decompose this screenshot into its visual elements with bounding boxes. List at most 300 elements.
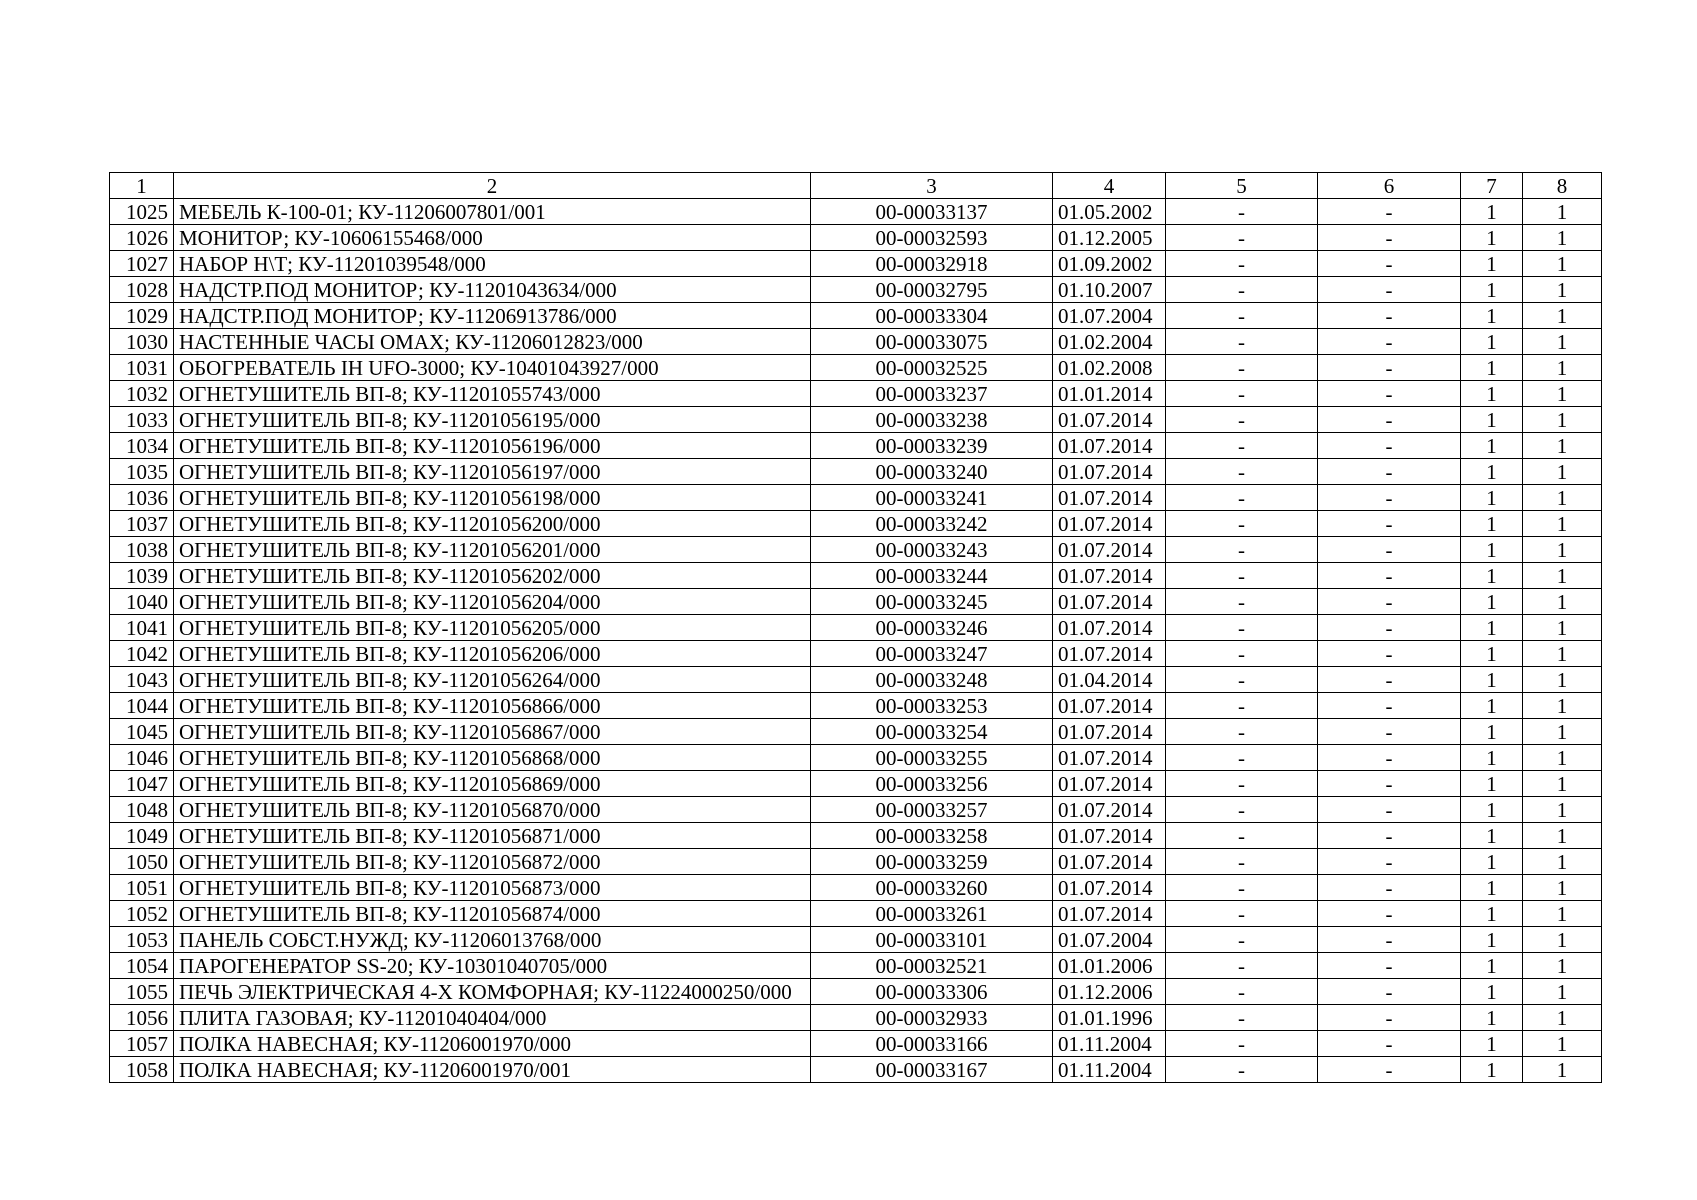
table-row (110, 277, 1602, 303)
cell-inventory-number: 00-00033257 (811, 797, 1053, 823)
cell-inventory-number: 00-00033258 (811, 823, 1053, 849)
cell-col-7: 1 (1461, 979, 1523, 1005)
cell-col-7: 1 (1461, 745, 1523, 771)
cell-col-8: 1 (1523, 251, 1602, 277)
cell-inventory-number: 00-00032521 (811, 953, 1053, 979)
table-row (110, 329, 1602, 355)
cell-inventory-number: 00-00033256 (811, 771, 1053, 797)
table-row (110, 537, 1602, 563)
cell-col-5: - (1166, 875, 1318, 901)
cell-date: 01.07.2014 (1053, 823, 1166, 849)
cell-item-name: НАДСТР.ПОД МОНИТОР; КУ-11201043634/000 (174, 277, 811, 303)
cell-col-8: 1 (1523, 745, 1602, 771)
cell-col-6: - (1318, 225, 1461, 251)
cell-inventory-number: 00-00033167 (811, 1057, 1053, 1083)
cell-item-name: ОГНЕТУШИТЕЛЬ ВП-8; КУ-11201056868/000 (174, 745, 811, 771)
cell-col-7: 1 (1461, 485, 1523, 511)
cell-date: 01.07.2014 (1053, 745, 1166, 771)
cell-row-number: 1049 (110, 823, 174, 849)
cell-inventory-number: 00-00033260 (811, 875, 1053, 901)
cell-row-number: 1036 (110, 485, 174, 511)
cell-item-name: ОГНЕТУШИТЕЛЬ ВП-8; КУ-11201056196/000 (174, 433, 811, 459)
cell-col-8: 1 (1523, 563, 1602, 589)
cell-col-5: - (1166, 459, 1318, 485)
column-header: 2 (174, 173, 811, 199)
cell-col-6: - (1318, 303, 1461, 329)
cell-col-5: - (1166, 771, 1318, 797)
cell-col-7: 1 (1461, 771, 1523, 797)
cell-item-name: ПАРОГЕНЕРАТОР SS-20; КУ-10301040705/000 (174, 953, 811, 979)
table-body (110, 173, 1602, 1083)
cell-col-7: 1 (1461, 901, 1523, 927)
cell-col-6: - (1318, 381, 1461, 407)
cell-col-8: 1 (1523, 823, 1602, 849)
table-row (110, 511, 1602, 537)
cell-inventory-number: 00-00032933 (811, 1005, 1053, 1031)
cell-item-name: ОГНЕТУШИТЕЛЬ ВП-8; КУ-11201056866/000 (174, 693, 811, 719)
cell-col-5: - (1166, 719, 1318, 745)
cell-col-7: 1 (1461, 667, 1523, 693)
cell-col-5: - (1166, 1005, 1318, 1031)
cell-col-6: - (1318, 901, 1461, 927)
cell-col-6: - (1318, 849, 1461, 875)
cell-row-number: 1029 (110, 303, 174, 329)
table-row (110, 615, 1602, 641)
cell-col-8: 1 (1523, 641, 1602, 667)
cell-col-5: - (1166, 407, 1318, 433)
table-row (110, 641, 1602, 667)
cell-date: 01.07.2014 (1053, 641, 1166, 667)
cell-col-7: 1 (1461, 875, 1523, 901)
cell-col-5: - (1166, 745, 1318, 771)
cell-col-7: 1 (1461, 953, 1523, 979)
table-row (110, 745, 1602, 771)
cell-col-8: 1 (1523, 199, 1602, 225)
cell-date: 01.07.2014 (1053, 901, 1166, 927)
cell-inventory-number: 00-00033166 (811, 1031, 1053, 1057)
cell-col-8: 1 (1523, 1057, 1602, 1083)
cell-item-name: ОГНЕТУШИТЕЛЬ ВП-8; КУ-11201056200/000 (174, 511, 811, 537)
cell-col-7: 1 (1461, 537, 1523, 563)
table-row (110, 251, 1602, 277)
cell-col-6: - (1318, 1031, 1461, 1057)
cell-row-number: 1041 (110, 615, 174, 641)
table-row (110, 459, 1602, 485)
cell-col-6: - (1318, 199, 1461, 225)
cell-col-6: - (1318, 251, 1461, 277)
cell-item-name: ОГНЕТУШИТЕЛЬ ВП-8; КУ-11201056872/000 (174, 849, 811, 875)
cell-col-5: - (1166, 589, 1318, 615)
cell-date: 01.01.2014 (1053, 381, 1166, 407)
cell-inventory-number: 00-00033248 (811, 667, 1053, 693)
cell-col-7: 1 (1461, 511, 1523, 537)
cell-date: 01.07.2014 (1053, 875, 1166, 901)
cell-date: 01.02.2008 (1053, 355, 1166, 381)
table-row (110, 355, 1602, 381)
table-row (110, 693, 1602, 719)
cell-col-5: - (1166, 381, 1318, 407)
cell-item-name: ПАНЕЛЬ СОБСТ.НУЖД; КУ-11206013768/000 (174, 927, 811, 953)
cell-inventory-number: 00-00033238 (811, 407, 1053, 433)
column-header: 5 (1166, 173, 1318, 199)
cell-item-name: ОГНЕТУШИТЕЛЬ ВП-8; КУ-11201056206/000 (174, 641, 811, 667)
cell-row-number: 1040 (110, 589, 174, 615)
cell-inventory-number: 00-00033255 (811, 745, 1053, 771)
cell-col-7: 1 (1461, 277, 1523, 303)
cell-item-name: ОГНЕТУШИТЕЛЬ ВП-8; КУ-11201056204/000 (174, 589, 811, 615)
cell-col-8: 1 (1523, 407, 1602, 433)
table-row (110, 433, 1602, 459)
cell-col-6: - (1318, 433, 1461, 459)
column-header: 7 (1461, 173, 1523, 199)
cell-inventory-number: 00-00033244 (811, 563, 1053, 589)
cell-col-6: - (1318, 771, 1461, 797)
cell-col-8: 1 (1523, 875, 1602, 901)
cell-col-5: - (1166, 693, 1318, 719)
cell-col-7: 1 (1461, 823, 1523, 849)
cell-col-8: 1 (1523, 355, 1602, 381)
cell-inventory-number: 00-00033237 (811, 381, 1053, 407)
cell-date: 01.07.2014 (1053, 407, 1166, 433)
cell-inventory-number: 00-00032525 (811, 355, 1053, 381)
cell-date: 01.07.2014 (1053, 537, 1166, 563)
cell-date: 01.07.2004 (1053, 303, 1166, 329)
table-row (110, 485, 1602, 511)
cell-date: 01.07.2004 (1053, 927, 1166, 953)
cell-col-8: 1 (1523, 1031, 1602, 1057)
cell-inventory-number: 00-00033241 (811, 485, 1053, 511)
column-header: 1 (110, 173, 174, 199)
cell-col-5: - (1166, 563, 1318, 589)
cell-col-5: - (1166, 927, 1318, 953)
cell-col-8: 1 (1523, 797, 1602, 823)
table-row (110, 927, 1602, 953)
cell-row-number: 1035 (110, 459, 174, 485)
cell-date: 01.07.2014 (1053, 771, 1166, 797)
cell-col-5: - (1166, 225, 1318, 251)
cell-col-6: - (1318, 641, 1461, 667)
cell-col-6: - (1318, 693, 1461, 719)
cell-col-6: - (1318, 1005, 1461, 1031)
cell-date: 01.02.2004 (1053, 329, 1166, 355)
cell-row-number: 1043 (110, 667, 174, 693)
cell-col-8: 1 (1523, 901, 1602, 927)
cell-col-8: 1 (1523, 953, 1602, 979)
table-row (110, 667, 1602, 693)
cell-inventory-number: 00-00033304 (811, 303, 1053, 329)
cell-item-name: ОГНЕТУШИТЕЛЬ ВП-8; КУ-11201056202/000 (174, 563, 811, 589)
cell-col-6: - (1318, 329, 1461, 355)
table-row (110, 849, 1602, 875)
cell-row-number: 1030 (110, 329, 174, 355)
cell-col-7: 1 (1461, 407, 1523, 433)
cell-date: 01.01.1996 (1053, 1005, 1166, 1031)
cell-date: 01.11.2004 (1053, 1057, 1166, 1083)
cell-item-name: МОНИТОР; КУ-10606155468/000 (174, 225, 811, 251)
cell-date: 01.07.2014 (1053, 693, 1166, 719)
cell-col-8: 1 (1523, 511, 1602, 537)
cell-inventory-number: 00-00033239 (811, 433, 1053, 459)
cell-col-7: 1 (1461, 355, 1523, 381)
cell-inventory-number: 00-00033075 (811, 329, 1053, 355)
cell-date: 01.07.2014 (1053, 797, 1166, 823)
cell-col-5: - (1166, 485, 1318, 511)
cell-item-name: ОБОГРЕВАТЕЛЬ IH UFO-3000; КУ-10401043927/000 (174, 355, 811, 381)
cell-row-number: 1026 (110, 225, 174, 251)
cell-item-name: НАДСТР.ПОД МОНИТОР; КУ-11206913786/000 (174, 303, 811, 329)
cell-col-6: - (1318, 615, 1461, 641)
cell-inventory-number: 00-00032918 (811, 251, 1053, 277)
cell-date: 01.07.2014 (1053, 511, 1166, 537)
cell-date: 01.12.2005 (1053, 225, 1166, 251)
cell-date: 01.12.2006 (1053, 979, 1166, 1005)
cell-col-6: - (1318, 1057, 1461, 1083)
cell-col-5: - (1166, 199, 1318, 225)
table-row (110, 589, 1602, 615)
cell-item-name: ПЛИТА ГАЗОВАЯ; КУ-11201040404/000 (174, 1005, 811, 1031)
cell-col-8: 1 (1523, 381, 1602, 407)
cell-col-6: - (1318, 563, 1461, 589)
table-row (110, 563, 1602, 589)
cell-inventory-number: 00-00033240 (811, 459, 1053, 485)
cell-inventory-number: 00-00033245 (811, 589, 1053, 615)
table-row (110, 875, 1602, 901)
cell-col-6: - (1318, 823, 1461, 849)
cell-item-name: ОГНЕТУШИТЕЛЬ ВП-8; КУ-11201056869/000 (174, 771, 811, 797)
cell-col-5: - (1166, 355, 1318, 381)
cell-col-7: 1 (1461, 381, 1523, 407)
cell-col-7: 1 (1461, 927, 1523, 953)
cell-col-5: - (1166, 303, 1318, 329)
cell-date: 01.09.2002 (1053, 251, 1166, 277)
cell-item-name: ОГНЕТУШИТЕЛЬ ВП-8; КУ-11201056264/000 (174, 667, 811, 693)
cell-col-8: 1 (1523, 771, 1602, 797)
cell-col-7: 1 (1461, 303, 1523, 329)
cell-col-5: - (1166, 953, 1318, 979)
cell-row-number: 1056 (110, 1005, 174, 1031)
cell-row-number: 1037 (110, 511, 174, 537)
cell-col-7: 1 (1461, 199, 1523, 225)
cell-row-number: 1027 (110, 251, 174, 277)
cell-col-6: - (1318, 537, 1461, 563)
cell-row-number: 1055 (110, 979, 174, 1005)
cell-col-8: 1 (1523, 589, 1602, 615)
cell-col-7: 1 (1461, 641, 1523, 667)
table-row (110, 953, 1602, 979)
cell-row-number: 1045 (110, 719, 174, 745)
cell-inventory-number: 00-00033259 (811, 849, 1053, 875)
cell-col-8: 1 (1523, 433, 1602, 459)
cell-col-8: 1 (1523, 849, 1602, 875)
cell-date: 01.05.2002 (1053, 199, 1166, 225)
cell-col-6: - (1318, 927, 1461, 953)
cell-col-8: 1 (1523, 1005, 1602, 1031)
cell-item-name: ОГНЕТУШИТЕЛЬ ВП-8; КУ-11201055743/000 (174, 381, 811, 407)
cell-col-5: - (1166, 329, 1318, 355)
cell-col-8: 1 (1523, 615, 1602, 641)
cell-row-number: 1053 (110, 927, 174, 953)
table-row (110, 407, 1602, 433)
cell-col-8: 1 (1523, 277, 1602, 303)
cell-col-6: - (1318, 797, 1461, 823)
cell-item-name: ПОЛКА НАВЕСНАЯ; КУ-11206001970/000 (174, 1031, 811, 1057)
table-row (110, 225, 1602, 251)
cell-date: 01.01.2006 (1053, 953, 1166, 979)
cell-col-6: - (1318, 745, 1461, 771)
cell-date: 01.10.2007 (1053, 277, 1166, 303)
cell-row-number: 1051 (110, 875, 174, 901)
cell-col-6: - (1318, 511, 1461, 537)
cell-inventory-number: 00-00032593 (811, 225, 1053, 251)
cell-inventory-number: 00-00033306 (811, 979, 1053, 1005)
cell-col-6: - (1318, 667, 1461, 693)
table-row (110, 199, 1602, 225)
table-row (110, 719, 1602, 745)
cell-date: 01.07.2014 (1053, 719, 1166, 745)
cell-col-5: - (1166, 823, 1318, 849)
cell-item-name: ОГНЕТУШИТЕЛЬ ВП-8; КУ-11201056873/000 (174, 875, 811, 901)
cell-row-number: 1052 (110, 901, 174, 927)
cell-inventory-number: 00-00033254 (811, 719, 1053, 745)
cell-col-6: - (1318, 979, 1461, 1005)
cell-col-6: - (1318, 953, 1461, 979)
cell-col-5: - (1166, 667, 1318, 693)
cell-row-number: 1057 (110, 1031, 174, 1057)
cell-date: 01.07.2014 (1053, 485, 1166, 511)
cell-date: 01.07.2014 (1053, 459, 1166, 485)
cell-item-name: ОГНЕТУШИТЕЛЬ ВП-8; КУ-11201056205/000 (174, 615, 811, 641)
column-header: 8 (1523, 173, 1602, 199)
table-row (110, 303, 1602, 329)
cell-row-number: 1031 (110, 355, 174, 381)
cell-row-number: 1046 (110, 745, 174, 771)
cell-col-7: 1 (1461, 1057, 1523, 1083)
cell-col-5: - (1166, 1057, 1318, 1083)
table-row (110, 901, 1602, 927)
header-row (110, 173, 1602, 199)
table-row (110, 823, 1602, 849)
cell-inventory-number: 00-00032795 (811, 277, 1053, 303)
cell-col-8: 1 (1523, 485, 1602, 511)
cell-col-7: 1 (1461, 849, 1523, 875)
column-header: 3 (811, 173, 1053, 199)
cell-item-name: ОГНЕТУШИТЕЛЬ ВП-8; КУ-11201056198/000 (174, 485, 811, 511)
table-row (110, 979, 1602, 1005)
cell-col-5: - (1166, 641, 1318, 667)
cell-col-7: 1 (1461, 251, 1523, 277)
cell-col-7: 1 (1461, 329, 1523, 355)
cell-row-number: 1039 (110, 563, 174, 589)
cell-date: 01.07.2014 (1053, 615, 1166, 641)
column-header: 6 (1318, 173, 1461, 199)
cell-col-7: 1 (1461, 719, 1523, 745)
cell-inventory-number: 00-00033137 (811, 199, 1053, 225)
column-header: 4 (1053, 173, 1166, 199)
table-row (110, 1057, 1602, 1083)
cell-col-8: 1 (1523, 303, 1602, 329)
cell-item-name: НАСТЕННЫЕ ЧАСЫ ОМАХ; КУ-11206012823/000 (174, 329, 811, 355)
cell-col-6: - (1318, 355, 1461, 381)
cell-inventory-number: 00-00033242 (811, 511, 1053, 537)
cell-row-number: 1054 (110, 953, 174, 979)
cell-item-name: ОГНЕТУШИТЕЛЬ ВП-8; КУ-11201056867/000 (174, 719, 811, 745)
cell-date: 01.07.2014 (1053, 563, 1166, 589)
cell-row-number: 1048 (110, 797, 174, 823)
cell-row-number: 1044 (110, 693, 174, 719)
cell-item-name: НАБОР Н\Т; КУ-11201039548/000 (174, 251, 811, 277)
cell-item-name: ОГНЕТУШИТЕЛЬ ВП-8; КУ-11201056870/000 (174, 797, 811, 823)
cell-inventory-number: 00-00033247 (811, 641, 1053, 667)
cell-col-7: 1 (1461, 1005, 1523, 1031)
cell-col-8: 1 (1523, 667, 1602, 693)
cell-col-6: - (1318, 875, 1461, 901)
cell-col-8: 1 (1523, 979, 1602, 1005)
cell-row-number: 1028 (110, 277, 174, 303)
cell-row-number: 1034 (110, 433, 174, 459)
cell-inventory-number: 00-00033101 (811, 927, 1053, 953)
cell-row-number: 1042 (110, 641, 174, 667)
cell-date: 01.07.2014 (1053, 433, 1166, 459)
cell-col-7: 1 (1461, 459, 1523, 485)
cell-inventory-number: 00-00033261 (811, 901, 1053, 927)
cell-col-5: - (1166, 537, 1318, 563)
cell-col-5: - (1166, 979, 1318, 1005)
cell-item-name: ОГНЕТУШИТЕЛЬ ВП-8; КУ-11201056197/000 (174, 459, 811, 485)
cell-col-6: - (1318, 459, 1461, 485)
cell-item-name: ПЕЧЬ ЭЛЕКТРИЧЕСКАЯ 4-Х КОМФОРНАЯ; КУ-11224000250/000 (174, 979, 811, 1005)
cell-col-6: - (1318, 589, 1461, 615)
cell-date: 01.11.2004 (1053, 1031, 1166, 1057)
cell-col-7: 1 (1461, 797, 1523, 823)
cell-col-7: 1 (1461, 563, 1523, 589)
cell-item-name: МЕБЕЛЬ К-100-01; КУ-11206007801/001 (174, 199, 811, 225)
cell-col-6: - (1318, 485, 1461, 511)
cell-inventory-number: 00-00033246 (811, 615, 1053, 641)
cell-col-7: 1 (1461, 693, 1523, 719)
cell-col-7: 1 (1461, 615, 1523, 641)
cell-col-8: 1 (1523, 719, 1602, 745)
cell-col-6: - (1318, 407, 1461, 433)
cell-date: 01.07.2014 (1053, 589, 1166, 615)
cell-col-7: 1 (1461, 1031, 1523, 1057)
cell-col-5: - (1166, 511, 1318, 537)
cell-col-8: 1 (1523, 693, 1602, 719)
cell-row-number: 1050 (110, 849, 174, 875)
cell-col-5: - (1166, 433, 1318, 459)
cell-row-number: 1058 (110, 1057, 174, 1083)
cell-col-8: 1 (1523, 459, 1602, 485)
cell-col-7: 1 (1461, 589, 1523, 615)
cell-col-8: 1 (1523, 329, 1602, 355)
cell-col-5: - (1166, 251, 1318, 277)
table-row (110, 1005, 1602, 1031)
cell-col-6: - (1318, 719, 1461, 745)
table-row (110, 771, 1602, 797)
cell-col-5: - (1166, 901, 1318, 927)
cell-item-name: ОГНЕТУШИТЕЛЬ ВП-8; КУ-11201056195/000 (174, 407, 811, 433)
cell-row-number: 1047 (110, 771, 174, 797)
cell-col-5: - (1166, 849, 1318, 875)
cell-date: 01.07.2014 (1053, 849, 1166, 875)
cell-col-7: 1 (1461, 225, 1523, 251)
cell-row-number: 1032 (110, 381, 174, 407)
cell-col-7: 1 (1461, 433, 1523, 459)
cell-item-name: ПОЛКА НАВЕСНАЯ; КУ-11206001970/001 (174, 1057, 811, 1083)
cell-date: 01.04.2014 (1053, 667, 1166, 693)
inventory-table (109, 172, 1602, 1083)
cell-row-number: 1038 (110, 537, 174, 563)
cell-col-5: - (1166, 277, 1318, 303)
